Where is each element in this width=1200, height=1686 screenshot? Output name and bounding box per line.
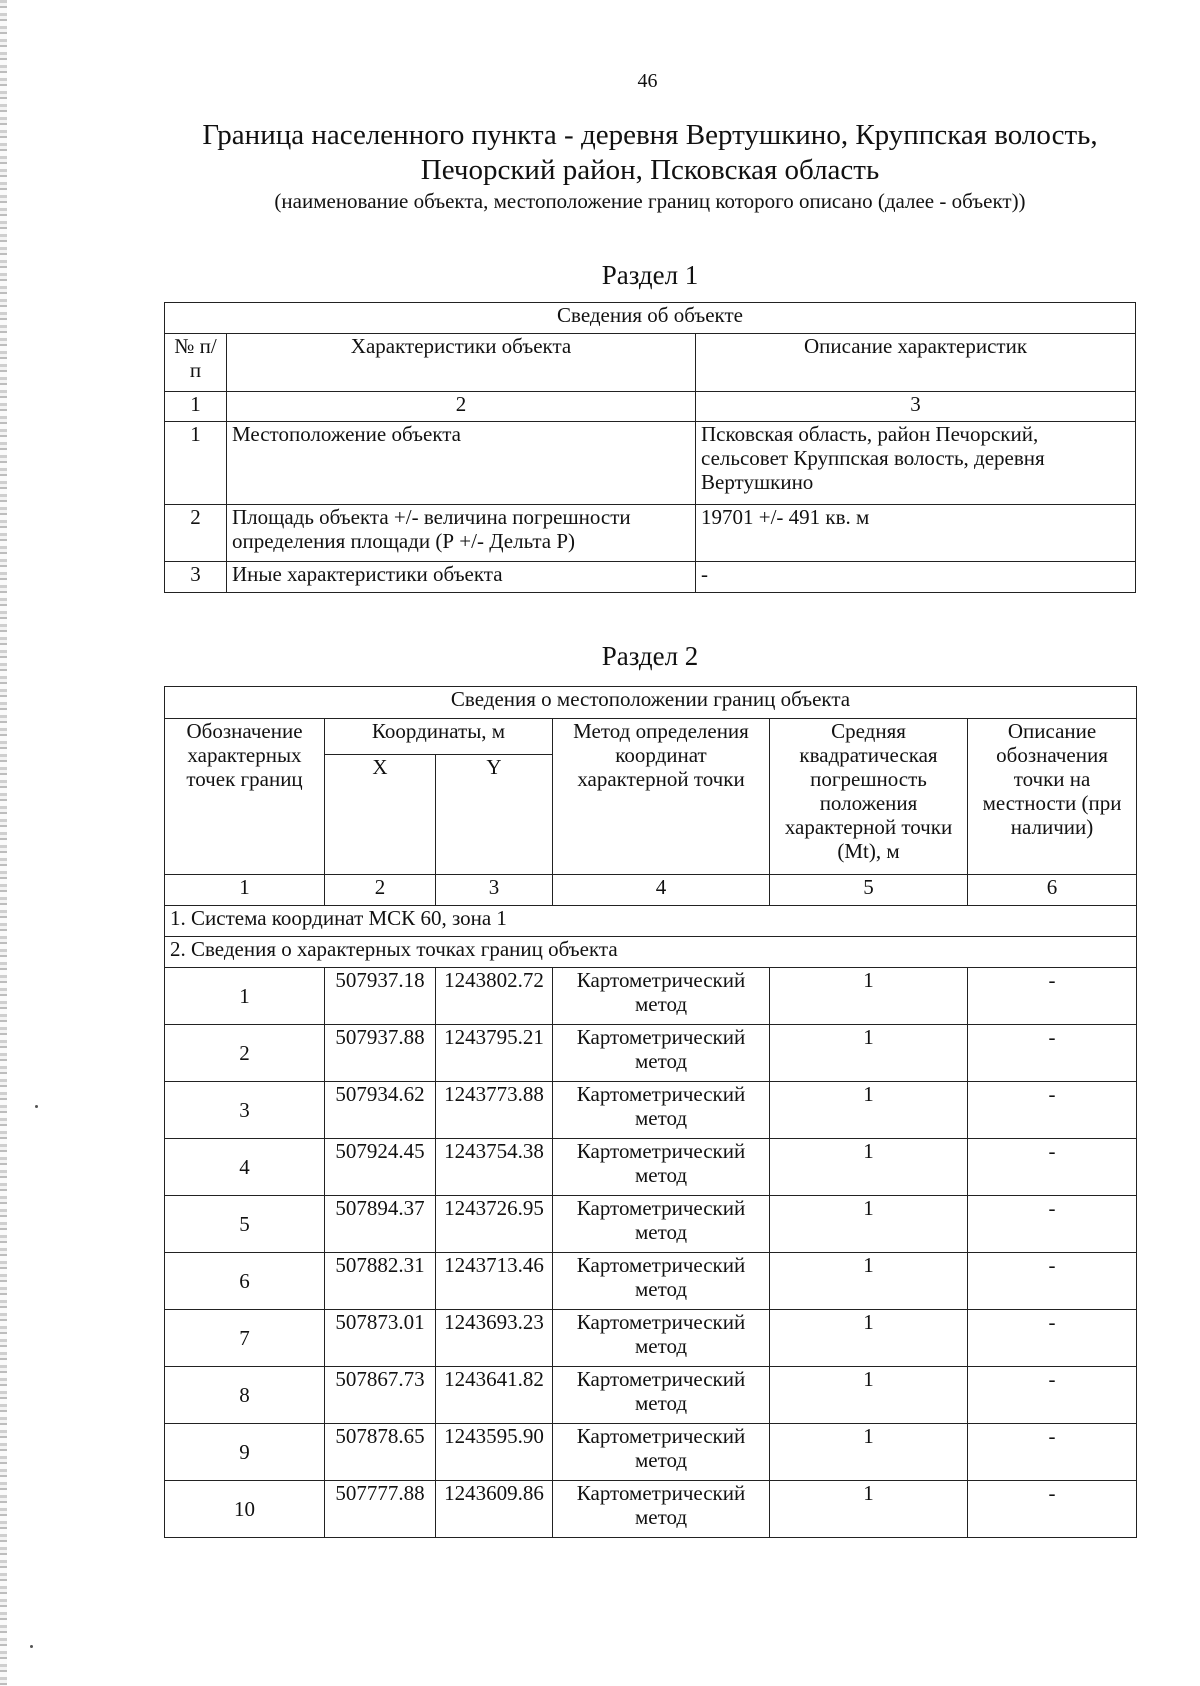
header-method: Метод определения координат характерной точки <box>553 719 770 875</box>
coord-x: 507777.88 <box>325 1481 436 1538</box>
section-2-title: Раздел 2 <box>601 641 699 671</box>
column-number: 1 <box>165 875 325 906</box>
page-number: 46 <box>637 70 658 92</box>
point-method: Картометрический метод <box>553 1481 770 1538</box>
point-description: - <box>968 1082 1137 1139</box>
row-number: 1 <box>165 422 227 505</box>
row-characteristic: Площадь объекта +/- величина погрешности определения площади (Р +/- Дельта Р) <box>227 505 696 562</box>
point-method: Картометрический метод <box>553 1082 770 1139</box>
table-row <box>165 1481 1137 1538</box>
point-method: Картометрический метод <box>553 1367 770 1424</box>
header-description: Описание характеристик <box>696 334 1136 392</box>
coord-y: 1243713.46 <box>436 1253 553 1310</box>
row-description: 19701 +/- 491 кв. м <box>696 505 1136 562</box>
point-description: - <box>968 968 1137 1025</box>
coord-x: 507882.31 <box>325 1253 436 1310</box>
coord-x: 507937.88 <box>325 1025 436 1082</box>
scan-speck <box>30 1645 33 1648</box>
header-accuracy: Средняя квадратическая погрешность положения характерной точки (Mt), м <box>770 719 968 875</box>
point-method: Картометрический метод <box>553 968 770 1025</box>
table-row <box>165 1139 1137 1196</box>
header-description: Описание обозначения точки на местности (при наличии) <box>968 719 1137 875</box>
header-characteristic: Характеристики объекта <box>227 334 696 392</box>
coord-x: 507937.18 <box>325 968 436 1025</box>
point-description: - <box>968 1139 1137 1196</box>
point-id: 6 <box>165 1253 325 1310</box>
point-id: 9 <box>165 1424 325 1481</box>
point-description: - <box>968 1310 1137 1367</box>
column-number: 3 <box>436 875 553 906</box>
point-accuracy: 1 <box>770 968 968 1025</box>
coord-x: 507934.62 <box>325 1082 436 1139</box>
point-description: - <box>968 1481 1137 1538</box>
table-row <box>165 1025 1137 1082</box>
point-id: 7 <box>165 1310 325 1367</box>
column-number: 1 <box>165 392 227 422</box>
point-id: 10 <box>165 1481 325 1538</box>
point-accuracy: 1 <box>770 1481 968 1538</box>
document-title <box>150 118 1150 188</box>
point-method: Картометрический метод <box>553 1139 770 1196</box>
coord-x: 507873.01 <box>325 1310 436 1367</box>
table-row <box>165 562 1136 593</box>
header-point: Обозначение характерных точек границ <box>165 719 325 875</box>
point-description: - <box>968 1424 1137 1481</box>
point-id: 1 <box>165 968 325 1025</box>
coordinate-system-row: 1. Система координат МСК 60, зона 1 <box>165 906 1137 937</box>
point-description: - <box>968 1367 1137 1424</box>
point-accuracy: 1 <box>770 1367 968 1424</box>
point-method: Картометрический метод <box>553 1253 770 1310</box>
column-number: 5 <box>770 875 968 906</box>
coord-y: 1243726.95 <box>436 1196 553 1253</box>
point-id: 5 <box>165 1196 325 1253</box>
table-caption: Сведения об объекте <box>165 303 1136 334</box>
header-number: № п/п <box>165 334 227 392</box>
table-row <box>165 505 1136 562</box>
point-description: - <box>968 1253 1137 1310</box>
coord-x: 507894.37 <box>325 1196 436 1253</box>
coord-y: 1243754.38 <box>436 1139 553 1196</box>
column-number: 4 <box>553 875 770 906</box>
table-row <box>165 1196 1137 1253</box>
row-description: - <box>696 562 1136 593</box>
header-coordinates: Координаты, м <box>325 719 553 755</box>
point-accuracy: 1 <box>770 1196 968 1253</box>
table-row <box>165 1367 1137 1424</box>
point-id: 3 <box>165 1082 325 1139</box>
coord-x: 507878.65 <box>325 1424 436 1481</box>
coord-x: 507867.73 <box>325 1367 436 1424</box>
coord-x: 507924.45 <box>325 1139 436 1196</box>
row-number: 2 <box>165 505 227 562</box>
point-method: Картометрический метод <box>553 1424 770 1481</box>
point-accuracy: 1 <box>770 1253 968 1310</box>
title-line-1: Граница населенного пункта - деревня Вертушкино, Круппская волость, <box>202 119 1098 151</box>
row-description: Псковская область, район Печорский, сельсовет Круппская волость, деревня Вертушкино <box>696 422 1136 505</box>
row-characteristic: Местоположение объекта <box>227 422 696 505</box>
object-info-table <box>164 302 1136 593</box>
table-row <box>165 1310 1137 1367</box>
point-method: Картометрический метод <box>553 1196 770 1253</box>
coord-y: 1243641.82 <box>436 1367 553 1424</box>
header-x: X <box>325 755 436 875</box>
table-row <box>165 1082 1137 1139</box>
column-number: 2 <box>325 875 436 906</box>
point-accuracy: 1 <box>770 1424 968 1481</box>
point-accuracy: 1 <box>770 1082 968 1139</box>
column-number: 3 <box>696 392 1136 422</box>
table-row <box>165 1253 1137 1310</box>
section-1-title: Раздел 1 <box>601 260 699 290</box>
coord-y: 1243595.90 <box>436 1424 553 1481</box>
document-subtitle: (наименование объекта, местоположение границ которого описано (далее - объект)) <box>274 189 1026 213</box>
coord-y: 1243795.21 <box>436 1025 553 1082</box>
point-accuracy: 1 <box>770 1310 968 1367</box>
point-id: 8 <box>165 1367 325 1424</box>
table-row <box>165 968 1137 1025</box>
coord-y: 1243609.86 <box>436 1481 553 1538</box>
point-accuracy: 1 <box>770 1025 968 1082</box>
column-number: 2 <box>227 392 696 422</box>
row-characteristic: Иные характеристики объекта <box>227 562 696 593</box>
boundary-points-table <box>164 686 1137 1538</box>
scan-speck <box>35 1105 38 1108</box>
point-id: 2 <box>165 1025 325 1082</box>
points-heading-row: 2. Сведения о характерных точках границ объекта <box>165 937 1137 968</box>
table-row <box>165 1424 1137 1481</box>
table-caption: Сведения о местоположении границ объекта <box>165 687 1137 719</box>
title-line-2: Печорский район, Псковская область <box>420 154 880 186</box>
header-y: Y <box>436 755 553 875</box>
coord-y: 1243773.88 <box>436 1082 553 1139</box>
point-description: - <box>968 1196 1137 1253</box>
table-row <box>165 422 1136 505</box>
point-method: Картометрический метод <box>553 1310 770 1367</box>
column-number: 6 <box>968 875 1137 906</box>
point-description: - <box>968 1025 1137 1082</box>
point-accuracy: 1 <box>770 1139 968 1196</box>
coord-y: 1243802.72 <box>436 968 553 1025</box>
point-method: Картометрический метод <box>553 1025 770 1082</box>
scan-edge <box>0 0 7 1686</box>
row-number: 3 <box>165 562 227 593</box>
point-id: 4 <box>165 1139 325 1196</box>
coord-y: 1243693.23 <box>436 1310 553 1367</box>
